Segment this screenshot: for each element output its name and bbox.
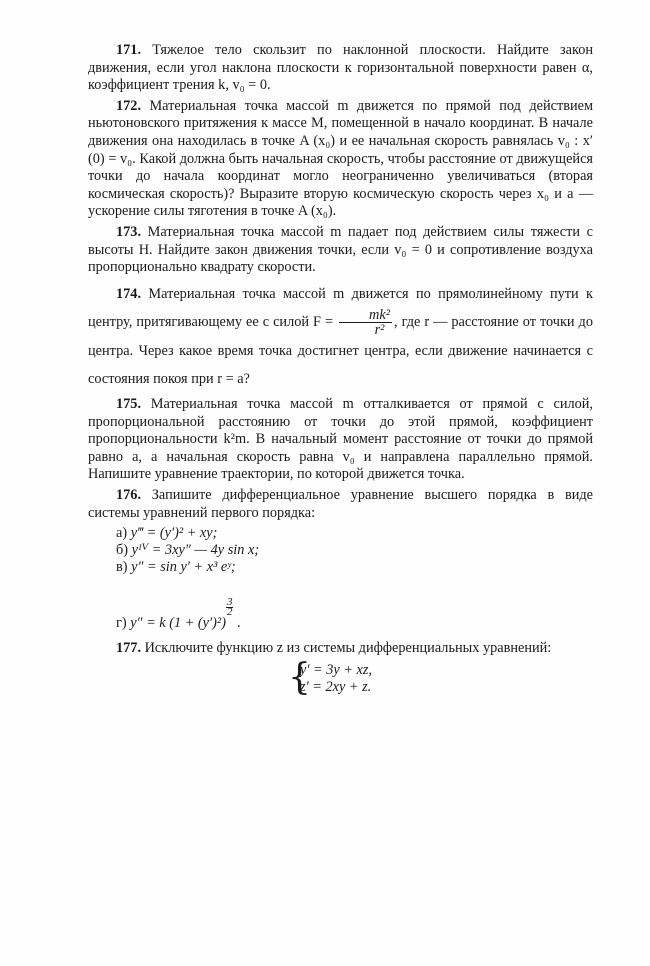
problem-174 <box>88 280 593 393</box>
problem-number: 175. <box>116 395 142 412</box>
equation-item <box>116 525 593 542</box>
problem-173 <box>88 224 593 277</box>
problem-171 <box>88 42 593 95</box>
problem-text: Материальная точка массой m падает под действием силы тяжести с высоты H. Найдите закон движения точки, если v₀ = 0 и сопротивление воздуха пропорционально квадрату скорости. <box>88 223 594 276</box>
problem-text: Запишите дифференциальное уравнение высшего порядка в виде системы уравнений первого порядка: <box>88 486 593 521</box>
problem-175 <box>88 396 593 484</box>
equation-item <box>116 559 593 576</box>
problem-text: Материальная точка массой m отталкивается от прямой с силой, пропорциональной расстоянию от точки до этой прямой, коэффициент пропорциональности k²m. В начальный момент расстояние от точки до прямой равно a, а начальная скорость равна v₀ и направлена параллельно прямой. Напишите уравнение траектории, по которой движется точка. <box>88 395 593 483</box>
equation-item <box>116 598 593 632</box>
exponent-numerator: 3 <box>226 596 233 609</box>
problem-text-continued: , где r — расстояние от точки до центра. Через какое время точка достигнет центра, если движение начинается с состояния покоя при r = a? <box>88 313 593 387</box>
force-fraction <box>339 308 392 337</box>
equation-list <box>116 525 593 632</box>
equation: y‴ = (y′)² + xy; <box>130 525 218 542</box>
problem-176 <box>88 487 593 522</box>
problem-177 <box>88 640 593 658</box>
problem-172 <box>88 98 593 221</box>
item-label: в) <box>116 559 128 576</box>
item-label: б) <box>116 542 129 559</box>
exponent-denominator: 2 <box>226 606 233 619</box>
problem-number: 172. <box>116 97 142 114</box>
equation-system <box>288 656 593 698</box>
problem-number: 174. <box>116 285 142 302</box>
equation: y″ = sin y′ + x³ eʸ; <box>131 559 236 576</box>
problem-number: 176. <box>116 486 142 503</box>
system-equation: z′ = 2xy + z. <box>300 678 372 695</box>
system-equation: y′ = 3y + xz, <box>300 661 373 678</box>
problem-number: 177. <box>116 640 142 657</box>
fraction-denominator: r² <box>374 321 385 338</box>
problem-number: 171. <box>116 42 142 58</box>
problem-number: 173. <box>116 223 142 240</box>
fraction-numerator: mk² <box>339 308 392 323</box>
problem-text: Материальная точка массой m движется по прямолинейному пути к центру, притягивающему ее с силой F = <box>88 285 594 330</box>
equation: yᴵⱽ = 3xy″ — 4y sin x; <box>131 542 260 559</box>
equation: y″ = k (1 + (y′)²) <box>130 615 226 632</box>
problem-text: Материальная точка массой m движется по прямой под действием ньютоновского притяжения к массе M, помещенной в начало координат. В начале движения она находилась в точке A (x₀) и ее начальная скорость равнялась v₀ : x′ (0) = v₀. Какой должна быть начальная скорость, чтобы расстояние от движущейся точки до начала координат могло неограниченно увеличиваться (вторая космическая скорость)? Выразите вторую космическую скорость через x₀ и a — ускорение силы тяготения в точке A (x₀). <box>88 97 593 220</box>
equation-tail: . <box>233 615 241 632</box>
equation-item <box>116 542 593 559</box>
item-label: а) <box>116 525 128 542</box>
problem-text: Исключите функцию z из системы дифференциальных уравнений: <box>144 640 552 657</box>
problem-text-block <box>88 42 593 696</box>
item-label: г) <box>116 615 127 632</box>
problem-text: Тяжелое тело скользит по наклонной плоскости. Найдите закон движения, если угол наклона плоскости к горизонтальной поверхности равен α, коэффициент трения k, v₀ = 0. <box>88 42 593 94</box>
system-brace: { <box>288 656 311 698</box>
